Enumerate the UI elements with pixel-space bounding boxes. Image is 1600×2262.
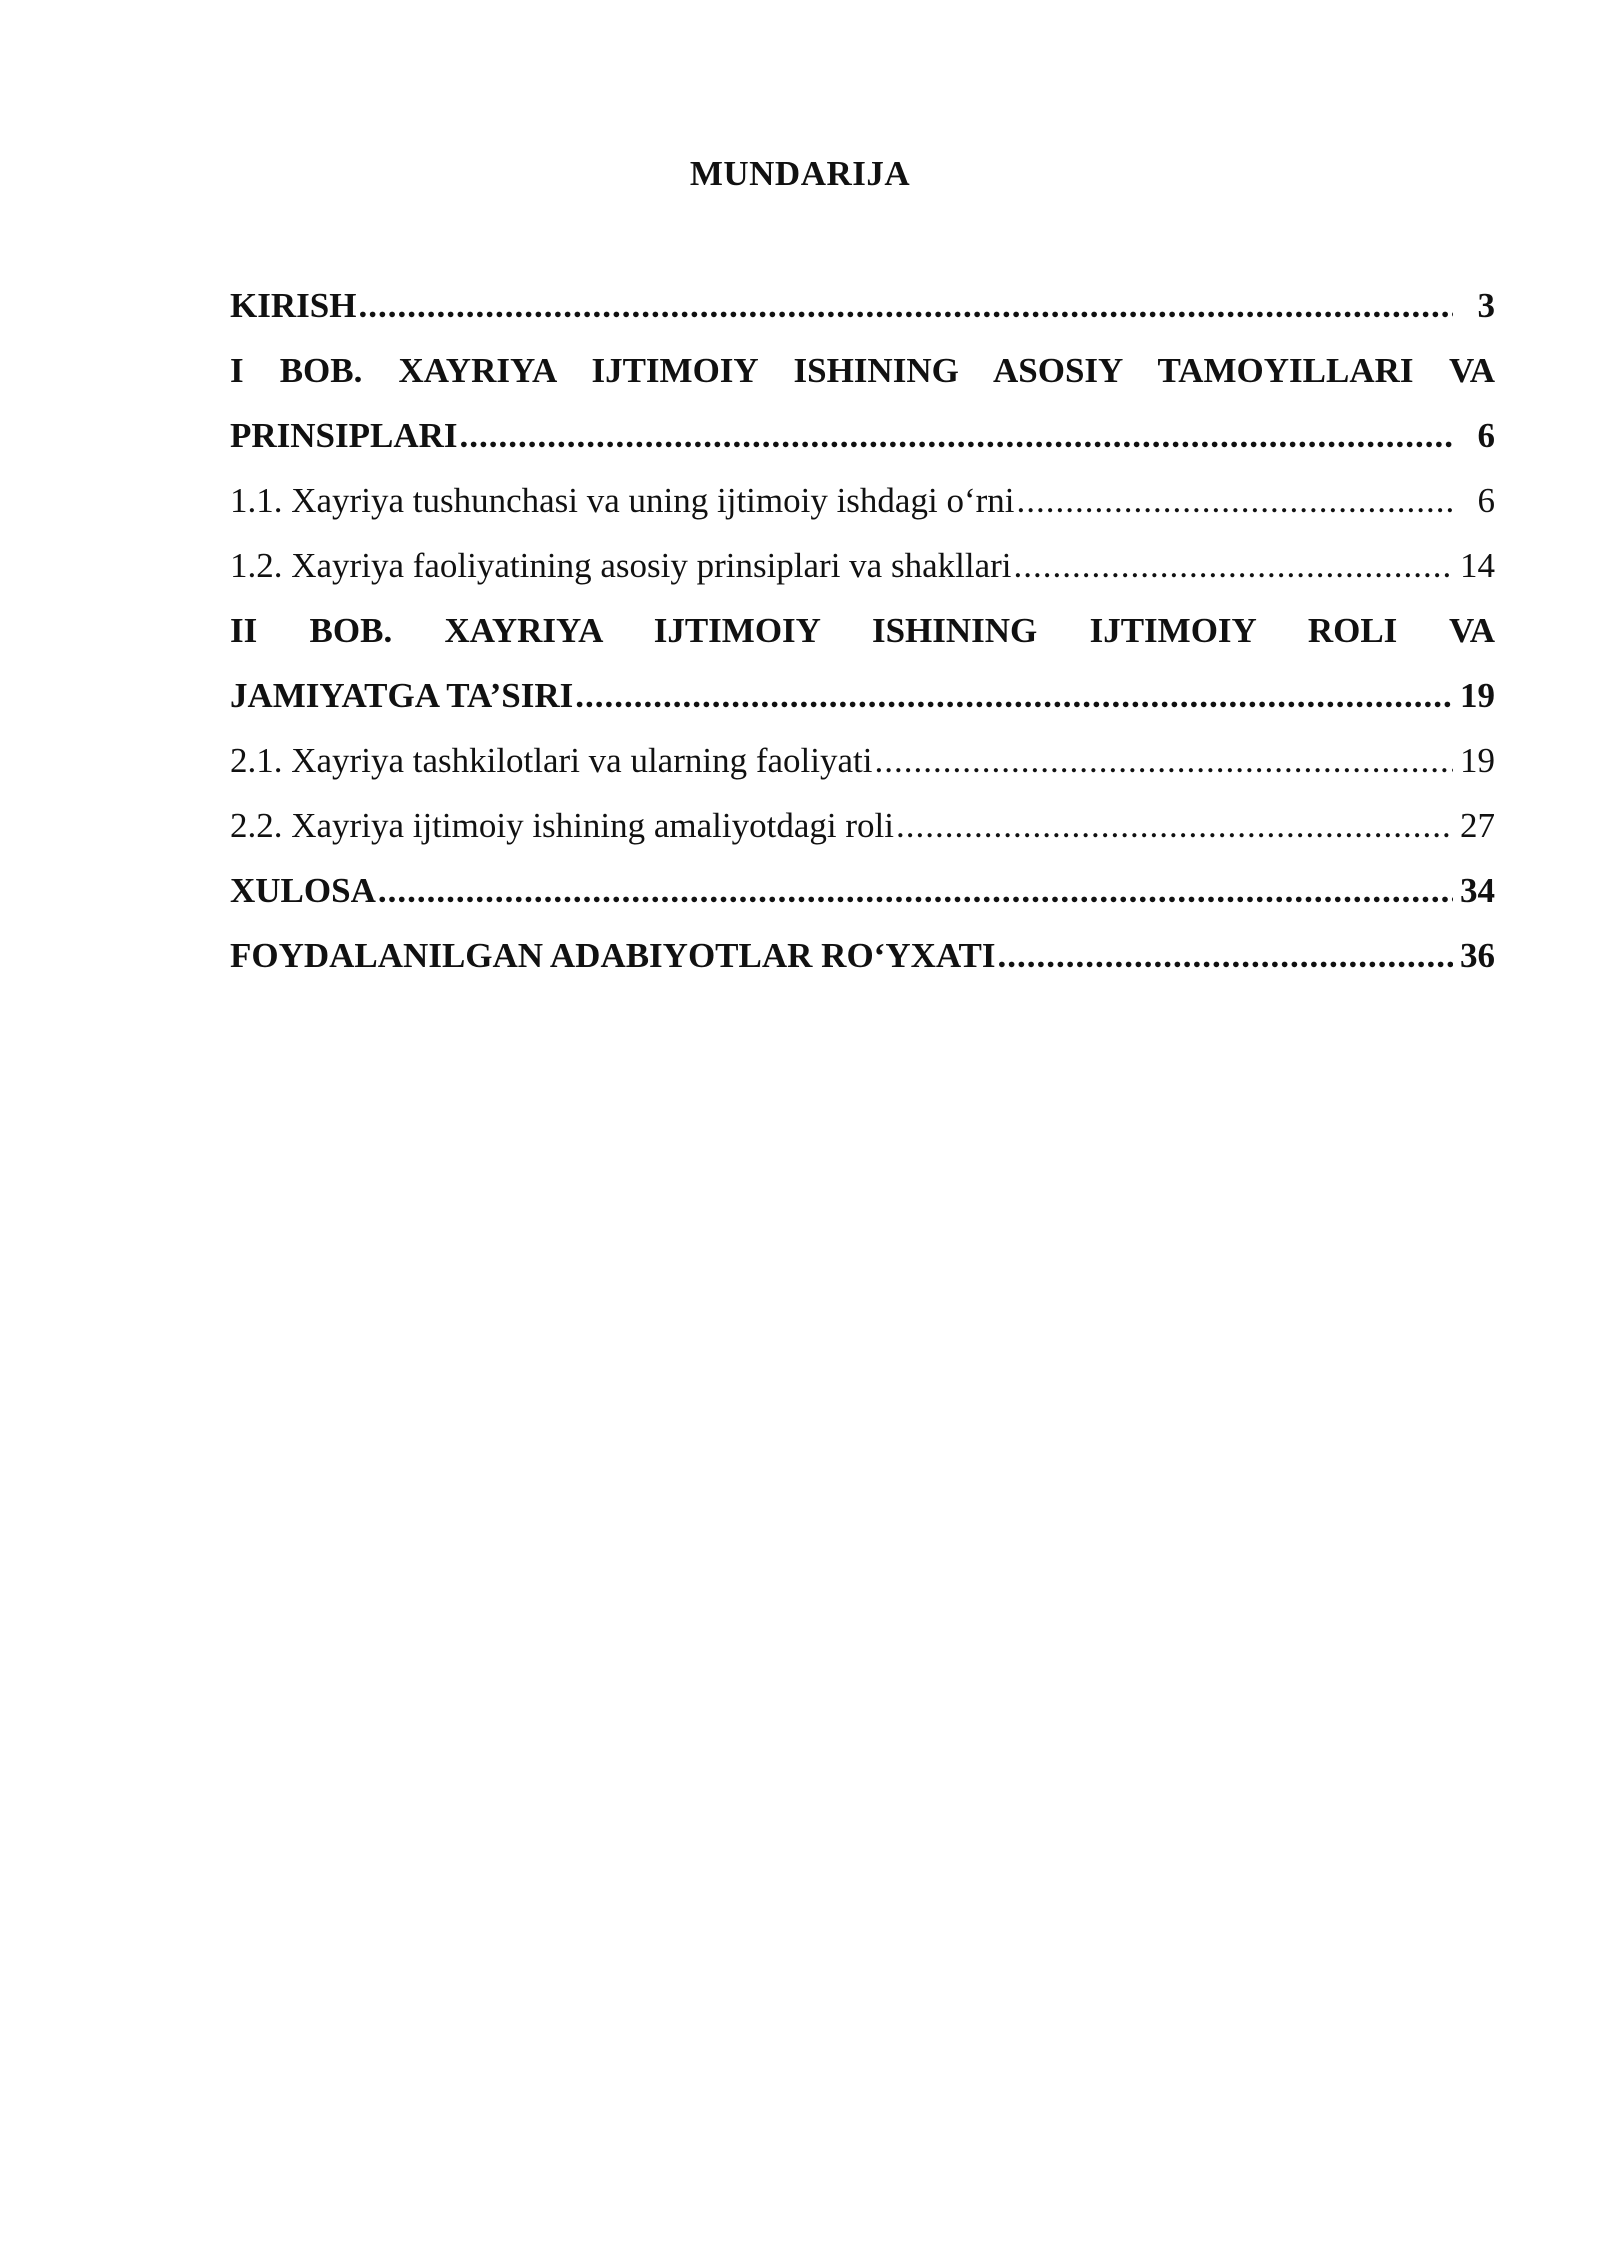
toc-entry-bob2: [230, 672, 1495, 737]
toc-chapter-2-heading: II BOB. XAYRIYA IJTIMOIY ISHINING IJTIMOIY ROLI VA: [230, 611, 1495, 650]
toc-entry-kirish: [230, 282, 1495, 347]
toc-entry-label: JAMIYATGA TA’SIRI: [230, 676, 574, 715]
toc-entry-label: 1.2. Xayriya faoliyatining asosiy prinsiplari va shakllari: [230, 546, 1012, 585]
toc-entry-label: 2.2. Xayriya ijtimoiy ishining amaliyotdagi roli: [230, 806, 894, 845]
toc-dot-leader: [575, 672, 1453, 720]
toc-page-number: 6: [1477, 416, 1495, 455]
toc-page-number: 3: [1477, 286, 1495, 325]
toc-entry-label: FOYDALANILGAN ADABIYOTLAR RO‘YXATI: [230, 936, 996, 975]
toc-chapter-1-heading: I BOB. XAYRIYA IJTIMOIY ISHINING ASOSIY TAMOYILLARI VA: [230, 351, 1495, 390]
page-title: MUNDARIJA: [689, 154, 911, 193]
toc-page-number: 36: [1460, 936, 1495, 975]
toc-page-number: 27: [1460, 806, 1495, 845]
toc-page-number: 19: [1460, 741, 1495, 780]
toc-dot-leader: [896, 802, 1453, 850]
toc-dot-leader: [1016, 477, 1453, 525]
toc-page-number: 6: [1477, 481, 1495, 520]
toc-entry-label: 1.1. Xayriya tushunchasi va uning ijtimoiy ishdagi o‘rni: [230, 481, 1015, 520]
toc-entry-label: XULOSA: [230, 871, 376, 910]
toc-dot-leader: [874, 737, 1453, 785]
toc-dot-leader: [378, 867, 1453, 915]
toc-dot-leader: [358, 282, 1453, 330]
toc-page-number: 14: [1460, 546, 1495, 585]
toc-entry-label: 2.1. Xayriya tashkilotlari va ularning faoliyati: [230, 741, 873, 780]
toc-dot-leader: [998, 932, 1453, 980]
toc-entry-bob1: [230, 412, 1495, 477]
toc-entry-1-2: [230, 542, 1495, 607]
toc-entry-xulosa: [230, 867, 1495, 932]
toc-entry-label: PRINSIPLARI: [230, 416, 458, 455]
toc-entry-label: KIRISH: [230, 286, 357, 325]
toc-entry-2-2: [230, 802, 1495, 867]
toc-dot-leader: [1013, 542, 1453, 590]
toc-page-number: 19: [1460, 676, 1495, 715]
table-of-contents: [230, 282, 1495, 997]
toc-dot-leader: [460, 412, 1453, 460]
toc-entry-1-1: [230, 477, 1495, 542]
toc-entry-adabiyotlar: [230, 932, 1495, 997]
toc-entry-2-1: [230, 737, 1495, 802]
toc-page-number: 34: [1460, 871, 1495, 910]
